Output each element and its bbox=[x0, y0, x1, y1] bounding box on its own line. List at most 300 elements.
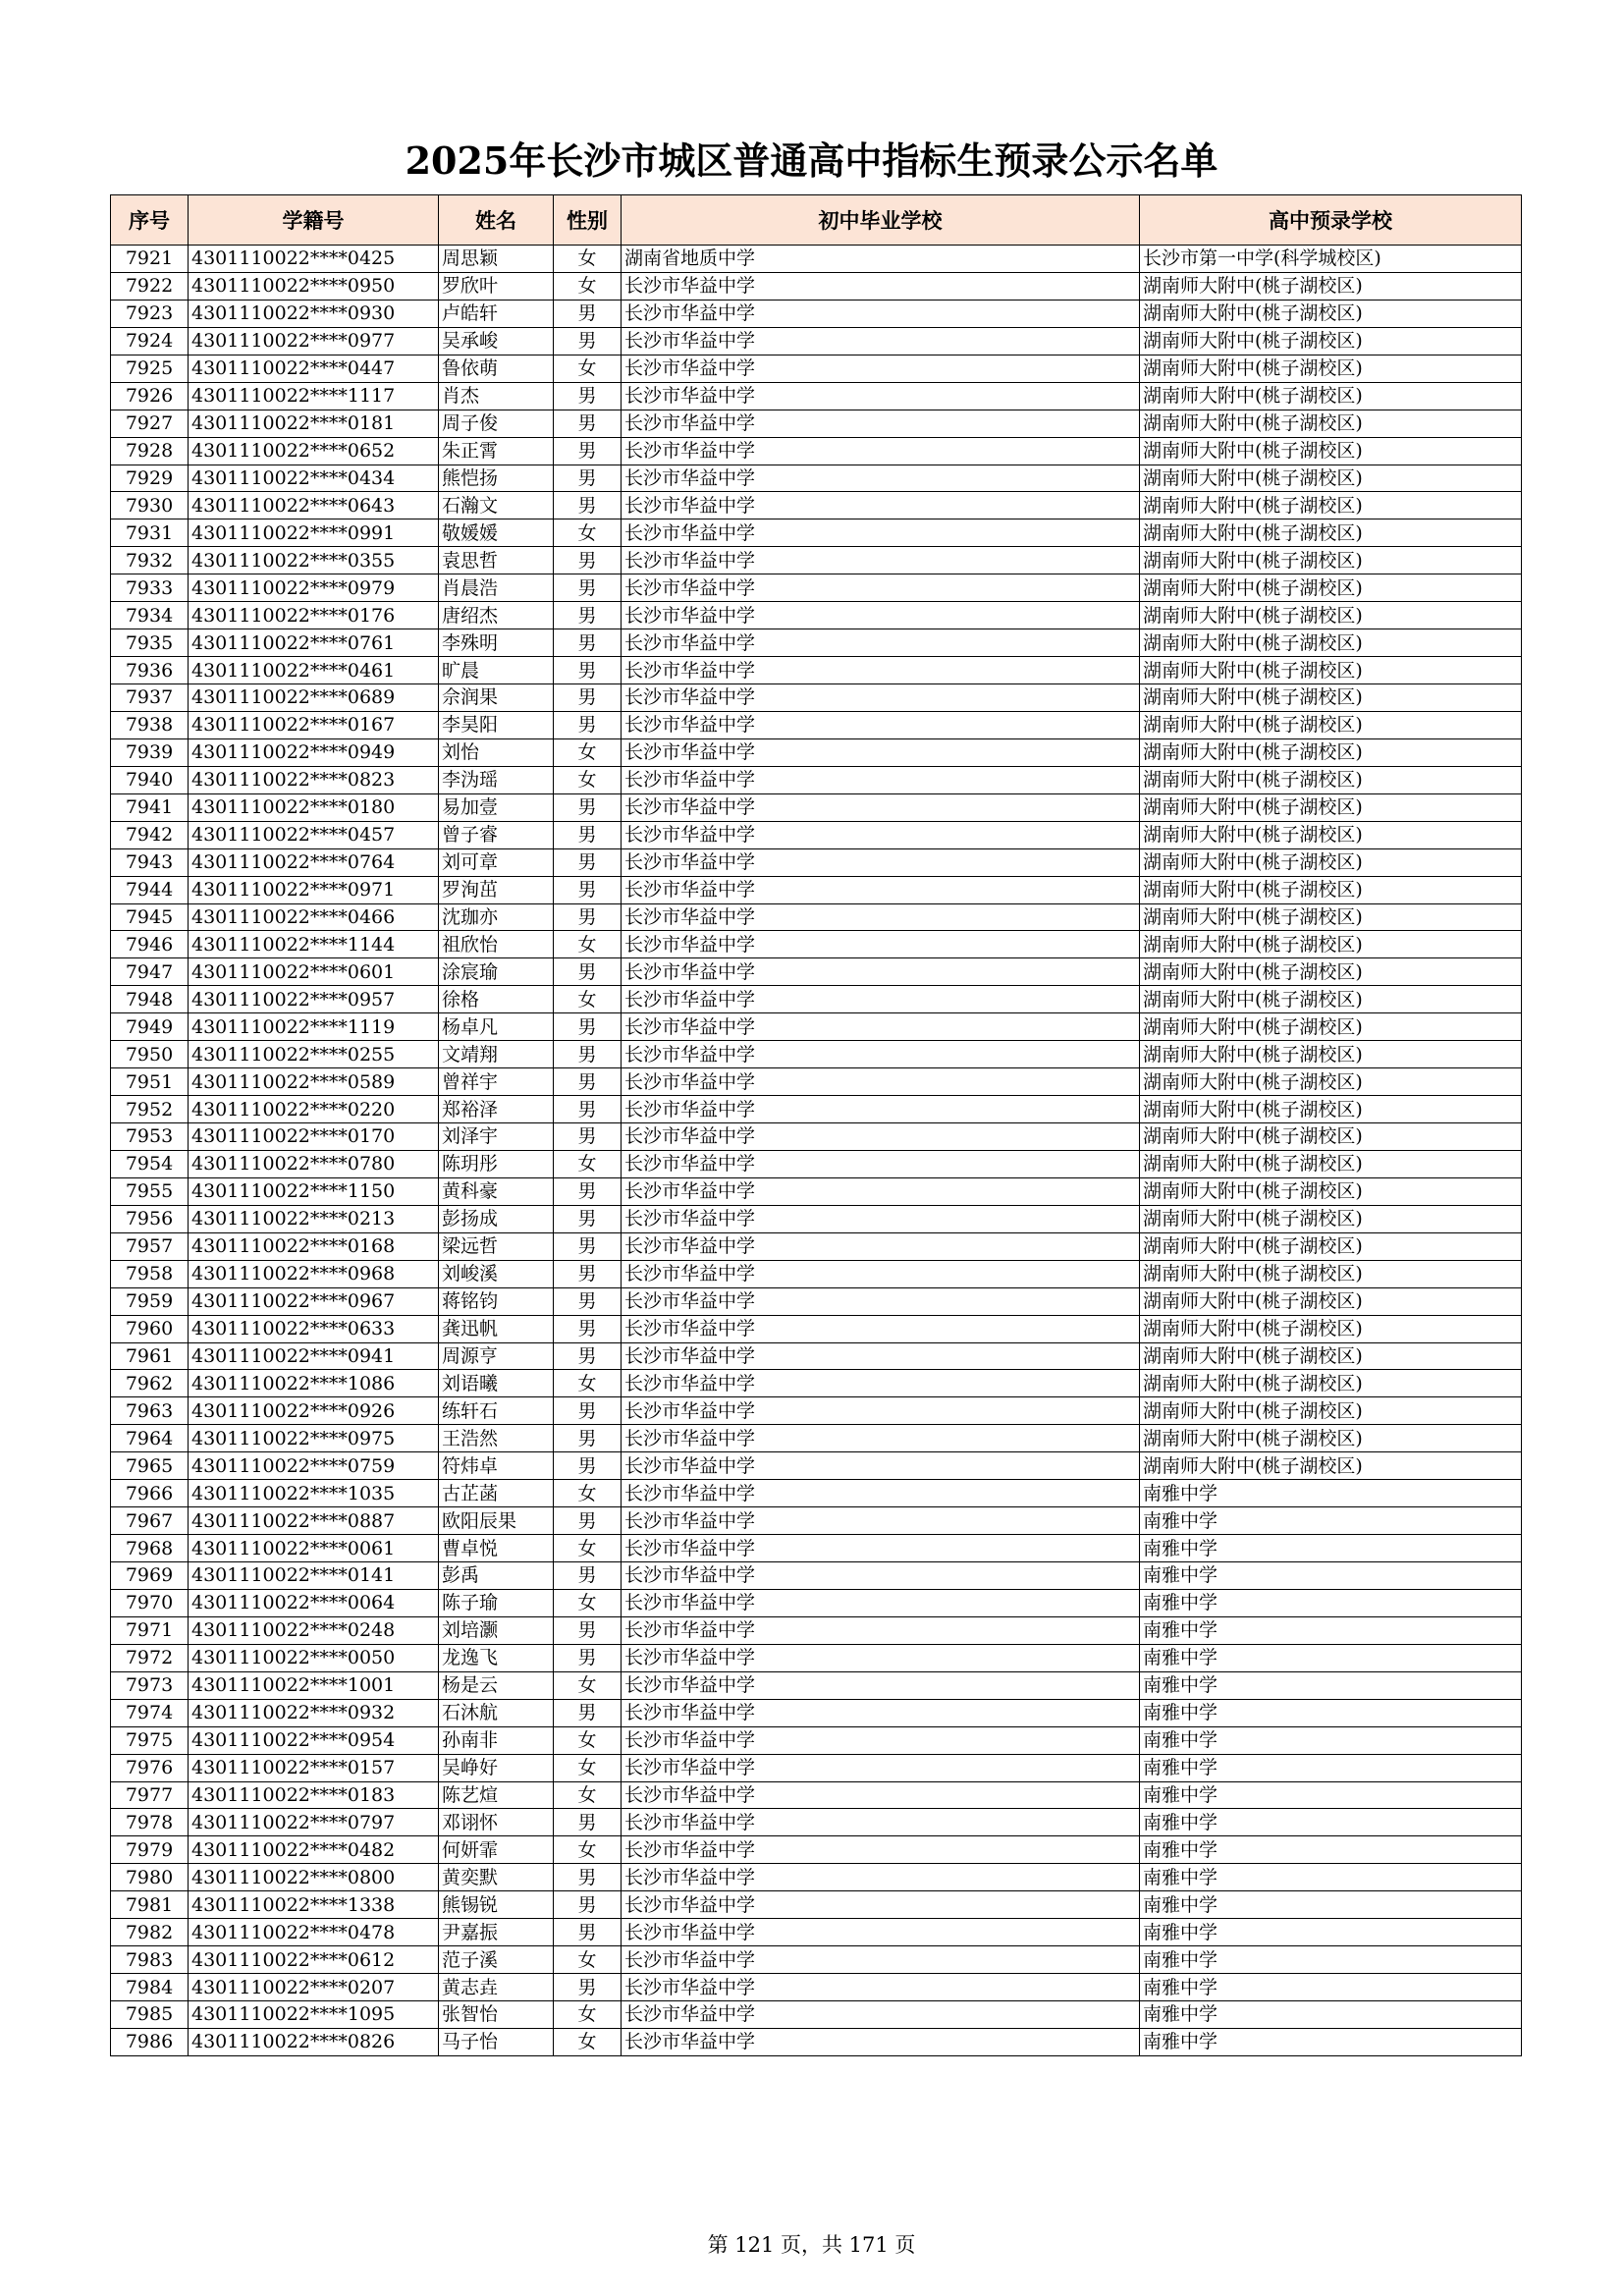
cell-senior-school: 湖南师大附中(桃子湖校区) bbox=[1140, 519, 1522, 547]
cell-junior-school: 长沙市华益中学 bbox=[622, 986, 1140, 1013]
cell-name: 陈玥彤 bbox=[439, 1150, 554, 1177]
cell-junior-school: 长沙市华益中学 bbox=[622, 1616, 1140, 1644]
cell-senior-school: 南雅中学 bbox=[1140, 1480, 1522, 1507]
cell-gender: 男 bbox=[554, 1425, 622, 1452]
cell-junior-school: 长沙市华益中学 bbox=[622, 272, 1140, 300]
cell-senior-school: 南雅中学 bbox=[1140, 1562, 1522, 1590]
cell-name: 刘语曦 bbox=[439, 1370, 554, 1397]
cell-serial-number: 7945 bbox=[111, 903, 189, 931]
cell-serial-number: 7980 bbox=[111, 1864, 189, 1891]
cell-serial-number: 7928 bbox=[111, 437, 189, 465]
table-row bbox=[111, 1507, 1522, 1535]
cell-serial-number: 7974 bbox=[111, 1699, 189, 1726]
cell-senior-school: 湖南师大附中(桃子湖校区) bbox=[1140, 1425, 1522, 1452]
cell-junior-school: 长沙市华益中学 bbox=[622, 1205, 1140, 1232]
header-junior-school: 初中毕业学校 bbox=[622, 195, 1140, 246]
cell-gender: 男 bbox=[554, 1205, 622, 1232]
cell-senior-school: 湖南师大附中(桃子湖校区) bbox=[1140, 876, 1522, 903]
cell-serial-number: 7983 bbox=[111, 1946, 189, 1974]
cell-name: 何妍霏 bbox=[439, 1836, 554, 1864]
cell-senior-school: 南雅中学 bbox=[1140, 1671, 1522, 1699]
cell-serial-number: 7975 bbox=[111, 1726, 189, 1754]
cell-serial-number: 7969 bbox=[111, 1562, 189, 1590]
cell-senior-school: 南雅中学 bbox=[1140, 1974, 1522, 2001]
cell-student-id: 4301110022****0425 bbox=[189, 246, 439, 273]
cell-name: 吴峥好 bbox=[439, 1754, 554, 1781]
cell-name: 石沐航 bbox=[439, 1699, 554, 1726]
cell-name: 彭禹 bbox=[439, 1562, 554, 1590]
cell-junior-school: 长沙市华益中学 bbox=[622, 1754, 1140, 1781]
cell-name: 刘泽宇 bbox=[439, 1123, 554, 1151]
cell-gender: 男 bbox=[554, 958, 622, 986]
cell-junior-school: 长沙市华益中学 bbox=[622, 519, 1140, 547]
cell-junior-school: 长沙市华益中学 bbox=[622, 1342, 1140, 1370]
cell-student-id: 4301110022****0975 bbox=[189, 1425, 439, 1452]
cell-junior-school: 长沙市华益中学 bbox=[622, 1260, 1140, 1287]
cell-junior-school: 长沙市华益中学 bbox=[622, 2001, 1140, 2029]
cell-junior-school: 长沙市华益中学 bbox=[622, 327, 1140, 355]
cell-serial-number: 7952 bbox=[111, 1096, 189, 1123]
cell-gender: 男 bbox=[554, 492, 622, 519]
cell-senior-school: 湖南师大附中(桃子湖校区) bbox=[1140, 1287, 1522, 1315]
cell-gender: 男 bbox=[554, 602, 622, 629]
cell-serial-number: 7930 bbox=[111, 492, 189, 519]
table-row bbox=[111, 547, 1522, 574]
cell-senior-school: 南雅中学 bbox=[1140, 2028, 1522, 2055]
cell-junior-school: 长沙市华益中学 bbox=[622, 1123, 1140, 1151]
cell-name: 朱正霄 bbox=[439, 437, 554, 465]
cell-senior-school: 湖南师大附中(桃子湖校区) bbox=[1140, 1123, 1522, 1151]
cell-gender: 男 bbox=[554, 1699, 622, 1726]
cell-junior-school: 长沙市华益中学 bbox=[622, 1013, 1140, 1041]
cell-name: 肖晨浩 bbox=[439, 574, 554, 602]
cell-student-id: 4301110022****0652 bbox=[189, 437, 439, 465]
cell-name: 李昊阳 bbox=[439, 711, 554, 738]
cell-gender: 男 bbox=[554, 629, 622, 657]
cell-gender: 男 bbox=[554, 1974, 622, 2001]
cell-serial-number: 7922 bbox=[111, 272, 189, 300]
table-row bbox=[111, 1809, 1522, 1836]
cell-gender: 女 bbox=[554, 272, 622, 300]
table-row bbox=[111, 1836, 1522, 1864]
cell-junior-school: 长沙市华益中学 bbox=[622, 1891, 1140, 1919]
cell-name: 敬媛媛 bbox=[439, 519, 554, 547]
cell-name: 蒋铭钧 bbox=[439, 1287, 554, 1315]
cell-gender: 女 bbox=[554, 1370, 622, 1397]
cell-junior-school: 长沙市华益中学 bbox=[622, 1507, 1140, 1535]
cell-serial-number: 7973 bbox=[111, 1671, 189, 1699]
cell-senior-school: 湖南师大附中(桃子湖校区) bbox=[1140, 629, 1522, 657]
cell-student-id: 4301110022****0800 bbox=[189, 1864, 439, 1891]
table-row bbox=[111, 1644, 1522, 1671]
cell-serial-number: 7953 bbox=[111, 1123, 189, 1151]
cell-serial-number: 7958 bbox=[111, 1260, 189, 1287]
cell-name: 祖欣怡 bbox=[439, 931, 554, 958]
cell-junior-school: 长沙市华益中学 bbox=[622, 629, 1140, 657]
cell-senior-school: 湖南师大附中(桃子湖校区) bbox=[1140, 382, 1522, 410]
cell-senior-school: 南雅中学 bbox=[1140, 2001, 1522, 2029]
cell-student-id: 4301110022****0589 bbox=[189, 1068, 439, 1096]
cell-gender: 男 bbox=[554, 1342, 622, 1370]
cell-senior-school: 湖南师大附中(桃子湖校区) bbox=[1140, 1452, 1522, 1480]
cell-senior-school: 湖南师大附中(桃子湖校区) bbox=[1140, 465, 1522, 492]
cell-junior-school: 长沙市华益中学 bbox=[622, 1068, 1140, 1096]
cell-gender: 男 bbox=[554, 1809, 622, 1836]
cell-serial-number: 7985 bbox=[111, 2001, 189, 2029]
cell-student-id: 4301110022****0601 bbox=[189, 958, 439, 986]
cell-senior-school: 南雅中学 bbox=[1140, 1754, 1522, 1781]
cell-senior-school: 湖南师大附中(桃子湖校区) bbox=[1140, 1096, 1522, 1123]
cell-junior-school: 长沙市华益中学 bbox=[622, 1452, 1140, 1480]
table-row bbox=[111, 1123, 1522, 1151]
cell-name: 刘培灏 bbox=[439, 1616, 554, 1644]
cell-gender: 女 bbox=[554, 1671, 622, 1699]
table-row bbox=[111, 2028, 1522, 2055]
cell-junior-school: 长沙市华益中学 bbox=[622, 1919, 1140, 1946]
cell-name: 周源亨 bbox=[439, 1342, 554, 1370]
cell-student-id: 4301110022****0478 bbox=[189, 1919, 439, 1946]
cell-name: 易加壹 bbox=[439, 793, 554, 821]
cell-name: 龚迅帆 bbox=[439, 1315, 554, 1342]
cell-serial-number: 7977 bbox=[111, 1781, 189, 1809]
table-row bbox=[111, 382, 1522, 410]
cell-gender: 女 bbox=[554, 986, 622, 1013]
cell-junior-school: 长沙市华益中学 bbox=[622, 465, 1140, 492]
cell-name: 马子怡 bbox=[439, 2028, 554, 2055]
cell-junior-school: 长沙市华益中学 bbox=[622, 1562, 1140, 1590]
cell-gender: 男 bbox=[554, 1260, 622, 1287]
table-row bbox=[111, 1919, 1522, 1946]
cell-student-id: 4301110022****0633 bbox=[189, 1315, 439, 1342]
header-senior-school: 高中预录学校 bbox=[1140, 195, 1522, 246]
cell-gender: 男 bbox=[554, 465, 622, 492]
cell-gender: 男 bbox=[554, 1287, 622, 1315]
cell-student-id: 4301110022****0141 bbox=[189, 1562, 439, 1590]
table-row bbox=[111, 1177, 1522, 1205]
cell-senior-school: 南雅中学 bbox=[1140, 1535, 1522, 1562]
cell-junior-school: 长沙市华益中学 bbox=[622, 1946, 1140, 1974]
cell-serial-number: 7925 bbox=[111, 355, 189, 382]
table-body bbox=[111, 246, 1522, 2056]
cell-gender: 男 bbox=[554, 1397, 622, 1425]
cell-student-id: 4301110022****0461 bbox=[189, 657, 439, 684]
table-row bbox=[111, 1096, 1522, 1123]
cell-serial-number: 7942 bbox=[111, 821, 189, 848]
cell-name: 邓诩怀 bbox=[439, 1809, 554, 1836]
table-row bbox=[111, 410, 1522, 437]
cell-serial-number: 7970 bbox=[111, 1589, 189, 1616]
cell-gender: 男 bbox=[554, 711, 622, 738]
table-row bbox=[111, 738, 1522, 766]
cell-junior-school: 长沙市华益中学 bbox=[622, 657, 1140, 684]
cell-name: 涂宸瑜 bbox=[439, 958, 554, 986]
table-row bbox=[111, 1946, 1522, 1974]
cell-junior-school: 长沙市华益中学 bbox=[622, 931, 1140, 958]
cell-name: 徐格 bbox=[439, 986, 554, 1013]
cell-junior-school: 长沙市华益中学 bbox=[622, 1315, 1140, 1342]
cell-gender: 女 bbox=[554, 1150, 622, 1177]
cell-student-id: 4301110022****0466 bbox=[189, 903, 439, 931]
cell-name: 卢皓轩 bbox=[439, 300, 554, 327]
header-student-id: 学籍号 bbox=[189, 195, 439, 246]
cell-junior-school: 长沙市华益中学 bbox=[622, 738, 1140, 766]
cell-junior-school: 长沙市华益中学 bbox=[622, 1150, 1140, 1177]
cell-name: 符炜卓 bbox=[439, 1452, 554, 1480]
cell-student-id: 4301110022****0434 bbox=[189, 465, 439, 492]
cell-gender: 男 bbox=[554, 300, 622, 327]
cell-junior-school: 长沙市华益中学 bbox=[622, 958, 1140, 986]
table-row bbox=[111, 1974, 1522, 2001]
cell-serial-number: 7986 bbox=[111, 2028, 189, 2055]
cell-gender: 男 bbox=[554, 382, 622, 410]
cell-gender: 男 bbox=[554, 574, 622, 602]
cell-gender: 男 bbox=[554, 793, 622, 821]
cell-gender: 男 bbox=[554, 903, 622, 931]
cell-student-id: 4301110022****1119 bbox=[189, 1013, 439, 1041]
cell-senior-school: 南雅中学 bbox=[1140, 1946, 1522, 1974]
cell-junior-school: 长沙市华益中学 bbox=[622, 793, 1140, 821]
table-row bbox=[111, 1726, 1522, 1754]
cell-junior-school: 长沙市华益中学 bbox=[622, 1096, 1140, 1123]
cell-student-id: 4301110022****0967 bbox=[189, 1287, 439, 1315]
cell-senior-school: 湖南师大附中(桃子湖校区) bbox=[1140, 766, 1522, 793]
cell-gender: 男 bbox=[554, 1452, 622, 1480]
cell-name: 李殊明 bbox=[439, 629, 554, 657]
cell-name: 罗洵茁 bbox=[439, 876, 554, 903]
cell-senior-school: 湖南师大附中(桃子湖校区) bbox=[1140, 1232, 1522, 1260]
cell-junior-school: 长沙市华益中学 bbox=[622, 1232, 1140, 1260]
cell-student-id: 4301110022****0991 bbox=[189, 519, 439, 547]
cell-gender: 男 bbox=[554, 876, 622, 903]
cell-name: 张智怡 bbox=[439, 2001, 554, 2029]
cell-junior-school: 长沙市华益中学 bbox=[622, 848, 1140, 876]
cell-student-id: 4301110022****0176 bbox=[189, 602, 439, 629]
table-row bbox=[111, 629, 1522, 657]
cell-gender: 男 bbox=[554, 1315, 622, 1342]
table-row bbox=[111, 1864, 1522, 1891]
cell-name: 杨是云 bbox=[439, 1671, 554, 1699]
cell-student-id: 4301110022****1086 bbox=[189, 1370, 439, 1397]
table-row bbox=[111, 1671, 1522, 1699]
cell-serial-number: 7944 bbox=[111, 876, 189, 903]
cell-name: 陈子瑜 bbox=[439, 1589, 554, 1616]
cell-student-id: 4301110022****0167 bbox=[189, 711, 439, 738]
cell-student-id: 4301110022****0764 bbox=[189, 848, 439, 876]
cell-gender: 男 bbox=[554, 1616, 622, 1644]
cell-serial-number: 7946 bbox=[111, 931, 189, 958]
table-row bbox=[111, 1425, 1522, 1452]
cell-name: 曾子睿 bbox=[439, 821, 554, 848]
table-row bbox=[111, 1013, 1522, 1041]
cell-serial-number: 7984 bbox=[111, 1974, 189, 2001]
cell-student-id: 4301110022****1001 bbox=[189, 1671, 439, 1699]
cell-gender: 女 bbox=[554, 355, 622, 382]
cell-senior-school: 湖南师大附中(桃子湖校区) bbox=[1140, 1397, 1522, 1425]
cell-name: 曾祥宇 bbox=[439, 1068, 554, 1096]
cell-name: 陈艺煊 bbox=[439, 1781, 554, 1809]
cell-junior-school: 长沙市华益中学 bbox=[622, 876, 1140, 903]
cell-gender: 女 bbox=[554, 766, 622, 793]
cell-senior-school: 湖南师大附中(桃子湖校区) bbox=[1140, 848, 1522, 876]
cell-student-id: 4301110022****0930 bbox=[189, 300, 439, 327]
table-row bbox=[111, 1150, 1522, 1177]
cell-name: 吴承峻 bbox=[439, 327, 554, 355]
cell-student-id: 4301110022****0689 bbox=[189, 684, 439, 712]
cell-serial-number: 7960 bbox=[111, 1315, 189, 1342]
cell-serial-number: 7943 bbox=[111, 848, 189, 876]
cell-junior-school: 长沙市华益中学 bbox=[622, 1809, 1140, 1836]
cell-gender: 男 bbox=[554, 1096, 622, 1123]
cell-name: 沈珈亦 bbox=[439, 903, 554, 931]
cell-name: 周子俊 bbox=[439, 410, 554, 437]
cell-serial-number: 7941 bbox=[111, 793, 189, 821]
table-row bbox=[111, 355, 1522, 382]
cell-senior-school: 南雅中学 bbox=[1140, 1864, 1522, 1891]
cell-student-id: 4301110022****0957 bbox=[189, 986, 439, 1013]
table-row bbox=[111, 1287, 1522, 1315]
cell-senior-school: 湖南师大附中(桃子湖校区) bbox=[1140, 821, 1522, 848]
cell-gender: 男 bbox=[554, 1919, 622, 1946]
cell-student-id: 4301110022****0207 bbox=[189, 1974, 439, 2001]
cell-serial-number: 7951 bbox=[111, 1068, 189, 1096]
cell-name: 肖杰 bbox=[439, 382, 554, 410]
cell-serial-number: 7965 bbox=[111, 1452, 189, 1480]
cell-serial-number: 7923 bbox=[111, 300, 189, 327]
table-row bbox=[111, 1781, 1522, 1809]
cell-serial-number: 7937 bbox=[111, 684, 189, 712]
cell-senior-school: 湖南师大附中(桃子湖校区) bbox=[1140, 1315, 1522, 1342]
cell-junior-school: 长沙市华益中学 bbox=[622, 1397, 1140, 1425]
cell-gender: 男 bbox=[554, 1644, 622, 1671]
cell-serial-number: 7949 bbox=[111, 1013, 189, 1041]
cell-gender: 女 bbox=[554, 246, 622, 273]
cell-senior-school: 湖南师大附中(桃子湖校区) bbox=[1140, 711, 1522, 738]
cell-name: 唐绍杰 bbox=[439, 602, 554, 629]
cell-name: 黄志垚 bbox=[439, 1974, 554, 2001]
cell-junior-school: 长沙市华益中学 bbox=[622, 766, 1140, 793]
cell-serial-number: 7948 bbox=[111, 986, 189, 1013]
cell-senior-school: 长沙市第一中学(科学城校区) bbox=[1140, 246, 1522, 273]
cell-senior-school: 湖南师大附中(桃子湖校区) bbox=[1140, 986, 1522, 1013]
table-row bbox=[111, 986, 1522, 1013]
cell-junior-school: 长沙市华益中学 bbox=[622, 1726, 1140, 1754]
cell-student-id: 4301110022****0061 bbox=[189, 1535, 439, 1562]
table-row bbox=[111, 1260, 1522, 1287]
cell-junior-school: 长沙市华益中学 bbox=[622, 1425, 1140, 1452]
header-name: 姓名 bbox=[439, 195, 554, 246]
cell-gender: 男 bbox=[554, 1232, 622, 1260]
cell-junior-school: 湖南省地质中学 bbox=[622, 246, 1140, 273]
cell-name: 尹嘉振 bbox=[439, 1919, 554, 1946]
cell-name: 石瀚文 bbox=[439, 492, 554, 519]
cell-junior-school: 长沙市华益中学 bbox=[622, 300, 1140, 327]
cell-serial-number: 7971 bbox=[111, 1616, 189, 1644]
cell-gender: 男 bbox=[554, 1013, 622, 1041]
table-row bbox=[111, 1041, 1522, 1068]
table-header-row bbox=[111, 195, 1522, 246]
cell-junior-school: 长沙市华益中学 bbox=[622, 1287, 1140, 1315]
cell-gender: 女 bbox=[554, 1726, 622, 1754]
cell-senior-school: 南雅中学 bbox=[1140, 1616, 1522, 1644]
cell-senior-school: 湖南师大附中(桃子湖校区) bbox=[1140, 410, 1522, 437]
cell-student-id: 4301110022****0797 bbox=[189, 1809, 439, 1836]
cell-serial-number: 7947 bbox=[111, 958, 189, 986]
cell-senior-school: 湖南师大附中(桃子湖校区) bbox=[1140, 327, 1522, 355]
cell-name: 熊锡锐 bbox=[439, 1891, 554, 1919]
header-serial-number: 序号 bbox=[111, 195, 189, 246]
cell-gender: 女 bbox=[554, 1480, 622, 1507]
cell-name: 郑裕泽 bbox=[439, 1096, 554, 1123]
cell-junior-school: 长沙市华益中学 bbox=[622, 1480, 1140, 1507]
cell-name: 文靖翔 bbox=[439, 1041, 554, 1068]
cell-name: 鲁依萌 bbox=[439, 355, 554, 382]
cell-name: 李沩瑶 bbox=[439, 766, 554, 793]
cell-senior-school: 湖南师大附中(桃子湖校区) bbox=[1140, 931, 1522, 958]
cell-student-id: 4301110022****0977 bbox=[189, 327, 439, 355]
cell-student-id: 4301110022****0949 bbox=[189, 738, 439, 766]
cell-serial-number: 7956 bbox=[111, 1205, 189, 1232]
cell-senior-school: 湖南师大附中(桃子湖校区) bbox=[1140, 958, 1522, 986]
cell-senior-school: 南雅中学 bbox=[1140, 1919, 1522, 1946]
cell-student-id: 4301110022****0064 bbox=[189, 1589, 439, 1616]
cell-student-id: 4301110022****0170 bbox=[189, 1123, 439, 1151]
cell-junior-school: 长沙市华益中学 bbox=[622, 437, 1140, 465]
cell-senior-school: 湖南师大附中(桃子湖校区) bbox=[1140, 492, 1522, 519]
table-row bbox=[111, 1452, 1522, 1480]
cell-gender: 男 bbox=[554, 1864, 622, 1891]
cell-junior-school: 长沙市华益中学 bbox=[622, 1535, 1140, 1562]
cell-senior-school: 南雅中学 bbox=[1140, 1726, 1522, 1754]
cell-student-id: 4301110022****0255 bbox=[189, 1041, 439, 1068]
cell-student-id: 4301110022****0826 bbox=[189, 2028, 439, 2055]
cell-serial-number: 7931 bbox=[111, 519, 189, 547]
cell-student-id: 4301110022****0954 bbox=[189, 1726, 439, 1754]
cell-student-id: 4301110022****0950 bbox=[189, 272, 439, 300]
table-row bbox=[111, 1754, 1522, 1781]
cell-junior-school: 长沙市华益中学 bbox=[622, 1864, 1140, 1891]
table-row bbox=[111, 465, 1522, 492]
cell-name: 旷晨 bbox=[439, 657, 554, 684]
cell-student-id: 4301110022****0612 bbox=[189, 1946, 439, 1974]
cell-junior-school: 长沙市华益中学 bbox=[622, 382, 1140, 410]
cell-serial-number: 7967 bbox=[111, 1507, 189, 1535]
cell-gender: 女 bbox=[554, 738, 622, 766]
cell-senior-school: 湖南师大附中(桃子湖校区) bbox=[1140, 1150, 1522, 1177]
cell-name: 杨卓凡 bbox=[439, 1013, 554, 1041]
cell-name: 孙南非 bbox=[439, 1726, 554, 1754]
table-row bbox=[111, 1562, 1522, 1590]
cell-student-id: 4301110022****0887 bbox=[189, 1507, 439, 1535]
cell-gender: 男 bbox=[554, 1891, 622, 1919]
cell-serial-number: 7929 bbox=[111, 465, 189, 492]
cell-student-id: 4301110022****0248 bbox=[189, 1616, 439, 1644]
cell-student-id: 4301110022****0759 bbox=[189, 1452, 439, 1480]
table-row bbox=[111, 1589, 1522, 1616]
cell-senior-school: 湖南师大附中(桃子湖校区) bbox=[1140, 602, 1522, 629]
cell-student-id: 4301110022****0168 bbox=[189, 1232, 439, 1260]
cell-gender: 女 bbox=[554, 1946, 622, 1974]
table-row bbox=[111, 684, 1522, 712]
cell-serial-number: 7963 bbox=[111, 1397, 189, 1425]
table-row bbox=[111, 1699, 1522, 1726]
cell-serial-number: 7972 bbox=[111, 1644, 189, 1671]
cell-serial-number: 7936 bbox=[111, 657, 189, 684]
cell-gender: 女 bbox=[554, 1589, 622, 1616]
cell-gender: 男 bbox=[554, 437, 622, 465]
cell-name: 龙逸飞 bbox=[439, 1644, 554, 1671]
table-row bbox=[111, 492, 1522, 519]
cell-student-id: 4301110022****0213 bbox=[189, 1205, 439, 1232]
